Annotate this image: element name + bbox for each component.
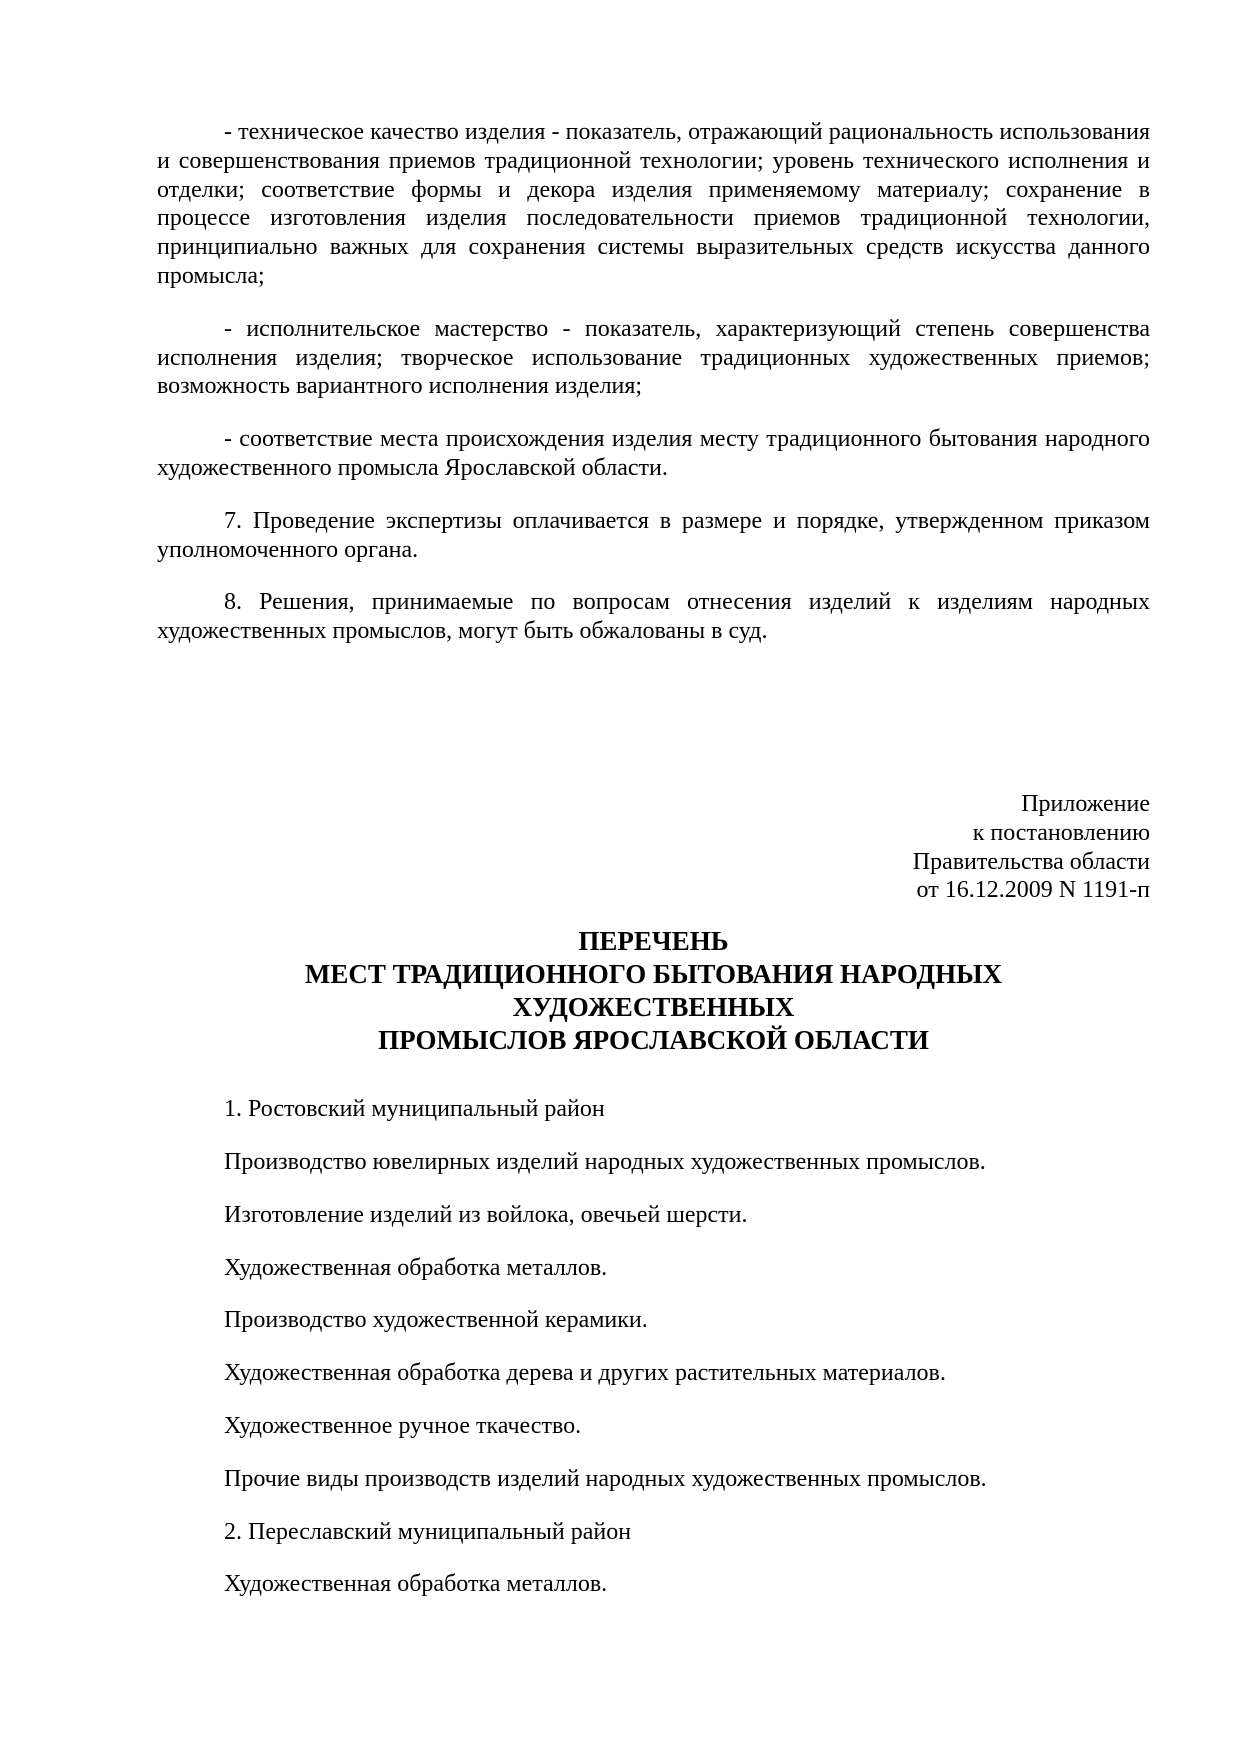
vertical-gap xyxy=(157,670,1150,790)
list-item-jewelry: Производство ювелирных изделий народных художественных промыслов. xyxy=(224,1148,986,1175)
body-paragraph-item-7: 7. Проведение экспертизы оплачивается в размере и порядке, утвержденном приказом уполномоченного органа. xyxy=(157,507,1150,563)
annex-reference-block xyxy=(157,790,1150,905)
body-paragraph-technical-quality: - техническое качество изделия - показатель, отражающий рациональность использования и совершенствования приемов традиционной технологии; уровень технического исполнения и отделки; соответствие формы и декора изделия применяемому материалу; сохранение в процессе изготовления изделия последовательности приемов традиционной технологии, принципиально важных для сохранения системы выразительных средств искусства данного промысла; xyxy=(157,119,1150,289)
list-item-rostov-district: 1. Ростовский муниципальный район xyxy=(224,1096,605,1123)
document-title-line: ХУДОЖЕСТВЕННЫХ xyxy=(512,992,795,1023)
list-item-metal-processing-pereslavl: Художественная обработка металлов. xyxy=(224,1571,608,1598)
annex-line: к постановлению xyxy=(972,819,1150,846)
document-title-line: ПРОМЫСЛОВ ЯРОСЛАВСКОЙ ОБЛАСТИ xyxy=(378,1025,929,1056)
annex-line: Приложение xyxy=(1021,790,1150,817)
body-paragraph-craftsmanship: - исполнительское мастерство - показатель, характеризующий степень совершенства исполнения изделия; творческое использование традиционных художественных приемов; возможность вариантного исполнения изделия; xyxy=(157,315,1150,400)
list-item-metal-processing-rostov: Художественная обработка металлов. xyxy=(224,1254,608,1281)
list-item-pereslavl-district: 2. Переславский муниципальный район xyxy=(224,1518,632,1545)
annex-line: Правительства области xyxy=(912,848,1150,875)
list-item-ceramics: Производство художественной керамики. xyxy=(224,1307,648,1334)
document-title-line: ПЕРЕЧЕНЬ xyxy=(578,926,729,957)
document-title xyxy=(157,925,1150,1057)
list-item-wood-processing: Художественная обработка дерева и других растительных материалов. xyxy=(224,1360,946,1387)
list-item-other-crafts: Прочие виды производств изделий народных художественных промыслов. xyxy=(224,1465,987,1492)
body-paragraph-origin-place: - соответствие места происхождения изделия месту традиционного бытования народного художественного промысла Ярославской области. xyxy=(157,426,1150,481)
list-item-hand-weaving: Художественное ручное ткачество. xyxy=(224,1412,582,1439)
list-item-felt-wool: Изготовление изделий из войлока, овечьей шерсти. xyxy=(224,1201,748,1228)
document-title-line: МЕСТ ТРАДИЦИОННОГО БЫТОВАНИЯ НАРОДНЫХ xyxy=(304,959,1003,990)
body-paragraph-item-8: 8. Решения, принимаемые по вопросам отнесения изделий к изделиям народных художественных промыслов, могут быть обжалованы в суд. xyxy=(157,589,1150,645)
annex-line: от 16.12.2009 N 1191-п xyxy=(916,877,1150,904)
